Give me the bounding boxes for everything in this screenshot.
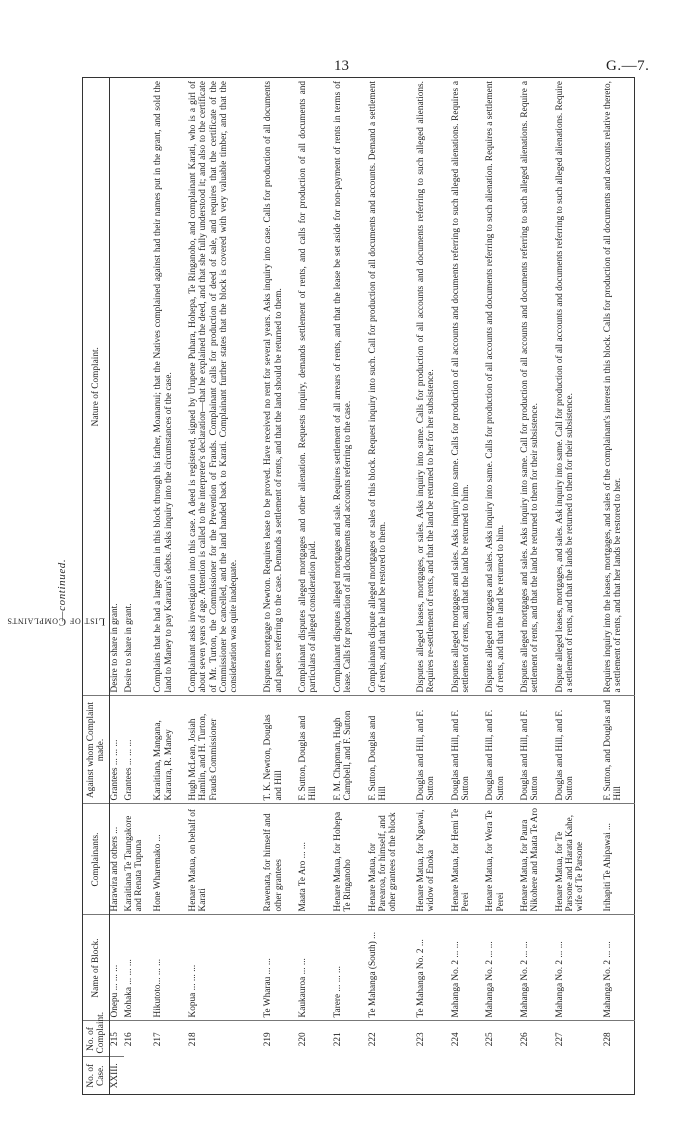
complainants: Karaitiana Te Taungakore and Renata Tupuna [124,804,151,915]
document-reference: G.—7. [606,58,650,74]
complaint-number: 222 [367,1032,378,1047]
nature-of-complaint: Dispute alleged leases, mortgages, and sales. Ask inquiry into same. Call for production of all accounts and documents referring to such alleged alienations. Require a settlement of rents, and that the lands be returned to them for their subsistence. [552,78,600,696]
col-header-nature: Nature of Complaint. [83,78,110,696]
col-header-complainants: Complainants. [83,804,110,915]
nature-of-complaint: Disputes alleged leases, mortgages, or sales. Asks inquiry into same. Calls for production of all accounts and documents referring to such alleged alienations. Requires re-settlement of rents, and that the land be returned to her for her subsistence. [413,78,448,696]
table-row [124,78,151,1094]
complainants: Henare Matua, for Hohepa Te Ringanoho [330,804,365,915]
nature-of-complaint: Complainant disputes alleged mortgages and other alienation. Requests inquiry, demands settlement of rents, and calls for production of all documents and particulars of alleged consideration paid. [295,78,330,696]
table-row [150,78,185,1094]
block-name: Te Mahanga No. 2 ... [413,915,448,1021]
nature-of-complaint: Disputes alleged mortgages and sales. Asks inquiry into same. Calls for production of all accounts and documents referring to such alienation. Requires a settlement of rents, and that the land be returned to him. [482,78,517,696]
complainants: Hone Wharemako ... [150,804,185,915]
block-name: Te Mahanga (South) ... [365,915,413,1021]
complainants: Henare Matua, for Ngawai, widow of Enoka [413,804,448,915]
nature-of-complaint: Disputes alleged mortgages and sales. Asks inquiry into same. Call for production of all accounts and documents referring to such alleged alienations. Require a settlement of rents, and that the land be returned to them for their subsistence. [517,78,552,696]
col-header-against: Against whom Complaint made. [83,696,110,804]
complainants: Rawenata, for himself and other grantees [260,804,295,915]
against-whom: Grantees ... ... ... [124,696,151,804]
complainants: Henare Matua, for Hemi Te Perei [448,804,483,915]
block-name: Mahanga No. 2 ... ... [552,915,600,1021]
table-header-row [83,78,110,1094]
complainants: Henare Matua, for Te Parsone and Harata Kahe, wife of Te Parsone [552,804,600,915]
table-row [552,78,600,1094]
nature-of-complaint: Disputes mortgage to Newton. Requires lease to be proved. Have received no rent for several years. Asks inquiry into case. Calls for production of all documents and papers referring to the case. Demands a settlement of rents, and that the land should be returned to them. [260,78,295,696]
nature-of-complaint: Requires inquiry into the leases, mortgages, and sales of the complainant's interest in this block. Calls for production of all documents and accounts relative thereto, a settlement of rents, and that her lands be restored to her. [600,78,635,696]
col-header-block: Name of Block. [83,915,110,1021]
table-row [295,78,330,1094]
against-whom: Douglas and Hill, and F. Sutton [552,696,600,804]
against-whom: F. M. Chapman, Hugh Campbell, and F. Sutton [330,696,365,804]
complaint-number: 224 [450,1032,461,1047]
complainants: Henare Matua, on behalf of Karati [185,804,260,915]
table-row [110,78,124,1094]
case-number: XXIII. [110,1063,120,1089]
block-name: Kaukauroa ... ... [295,915,330,1021]
complainants: Henare Matua, for Paura Nikohere and Maata Te Aro [517,804,552,915]
nature-of-complaint: Disputes alleged mortgages and sales. Asks inquiry into same. Calls for production of all accounts and documents referring to such alleged alienations. Requires a settlement of rents, and that the land be returned to him. [448,78,483,696]
against-whom: Douglas and Hill, and F. Sutton [448,696,483,804]
block-name: Kopua ... ... ... [185,915,260,1021]
against-whom: Grantees ... ... ... [110,696,124,804]
against-whom: Douglas and Hill, and F. Sutton [517,696,552,804]
against-whom: F. Sutton, Douglas and Hill [365,696,413,804]
table-row [330,78,365,1094]
block-name: Mahanga No. 2 ... ... [600,915,635,1021]
against-whom: Douglas and Hill, and F. Sutton [413,696,448,804]
table-row [185,78,260,1094]
complainants: Maata Te Aro ... ... [295,804,330,915]
block-name: Mahanga No. 2 ... ... [482,915,517,1021]
against-whom: F. Sutton, and Douglas and Hill [600,696,635,804]
col-header-case: No. of Case. [83,1057,110,1094]
table-row [260,78,295,1094]
nature-of-complaint: Desire to share in grant. [110,78,124,696]
nature-of-complaint: Desire to share in grant. [124,78,151,696]
complaint-number: 219 [263,1032,274,1047]
col-header-complaint: No. of Complaint. [83,1021,110,1057]
complaint-number: 226 [520,1032,531,1047]
complainants: Irihapiti Te Ahipawai ... [600,804,635,915]
table-row [448,78,483,1094]
caption-main: List of Complaints [6,615,106,628]
complaint-number: 227 [554,1032,565,1047]
caption-suffix: —continued. [56,558,68,622]
table-row [365,78,413,1094]
complainants: Henare Matua, for Parearoa, for himself, and other grantees of the block [365,804,413,915]
complaint-number: 217 [153,1032,164,1047]
nature-of-complaint: Complainant disputes alleged mortgages and sale. Requires settlement of all arrears of rents, and that the lease be set aside for non-payment of rents in terms of lease. Calls for production of all documents and accounts referring to the case. [330,78,365,696]
nature-of-complaint: Complainants dispute alleged mortgages or sales of this block. Request inquiry into such. Call for production of all documents and accounts. Demand a settlement of rents, and that the land be restored to them. [365,78,413,696]
against-whom: T. K. Newton, Douglas and Hill [260,696,295,804]
nature-of-complaint: Complainant asks investigation into this case. A deed is registered, signed by Urupene Puhara, Hohepa, Te Ringanoho, and complainant Karati, who is a girl of about seven years of age. Attention is called to the interpreter's declaration—that he explained the deed, and that she fully understood it; and also to the certificate of Mr. Turton, the Commissioner for the Prevention of Frauds. Complainant calls for production of deed of sale, and requires that the certificate of the Commissioner be cancelled, and the land handed back to Karati. Complainant further states that the block is covered with very valuable timber, and that the consideration was quite inadequate. [185,78,260,696]
against-whom: Douglas and Hill, and F. Sutton [482,696,517,804]
block-name: Hikutoto... ... ... [150,915,185,1021]
complaints-table [83,78,635,1094]
complaint-number: 218 [188,1032,199,1047]
page-number: 13 [334,58,349,74]
block-name: Onepu ... ... ... [110,915,124,1021]
complaint-number: 225 [485,1032,496,1047]
block-name: Te Wharau ... ... [260,915,295,1021]
table-row [482,78,517,1094]
table-row [517,78,552,1094]
complaint-number: 228 [603,1032,614,1047]
block-name: Mahanga No. 2 ... ... [448,915,483,1021]
table-row [413,78,448,1094]
complaint-number: 221 [332,1032,343,1047]
against-whom: F. Sutton, Douglas and Hill [295,696,330,804]
complaint-number: 223 [415,1032,426,1047]
rotated-table-container [83,78,635,1094]
complainants: Harawira and others ... [110,804,124,915]
table-row [600,78,635,1094]
against-whom: Hugh McLean, Josiah Hamlin, and H. Turton, Frauds Commissioner [185,696,260,804]
block-name: Tarere ... ... ... [330,915,365,1021]
against-whom: Karaitiana, Mangana, Karaura, R. Maney [150,696,185,804]
complaint-number: 220 [298,1032,309,1047]
block-name: Mahanga No. 2 ... ... [517,915,552,1021]
block-name: Mohaka ... ... ... [124,915,151,1021]
complaint-number: 215 [110,1021,124,1057]
complaint-number: 216 [123,1032,134,1047]
nature-of-complaint: Complains that he had a large claim in this block through his father, Moananui; that the Natives complained against had their names put in the grant, and sold the land to Maney to pay Karaura's debts. Asks inquiry into the circumstances of the case. [150,78,185,696]
complainants: Henare Matua, for Wera Te Perei [482,804,517,915]
